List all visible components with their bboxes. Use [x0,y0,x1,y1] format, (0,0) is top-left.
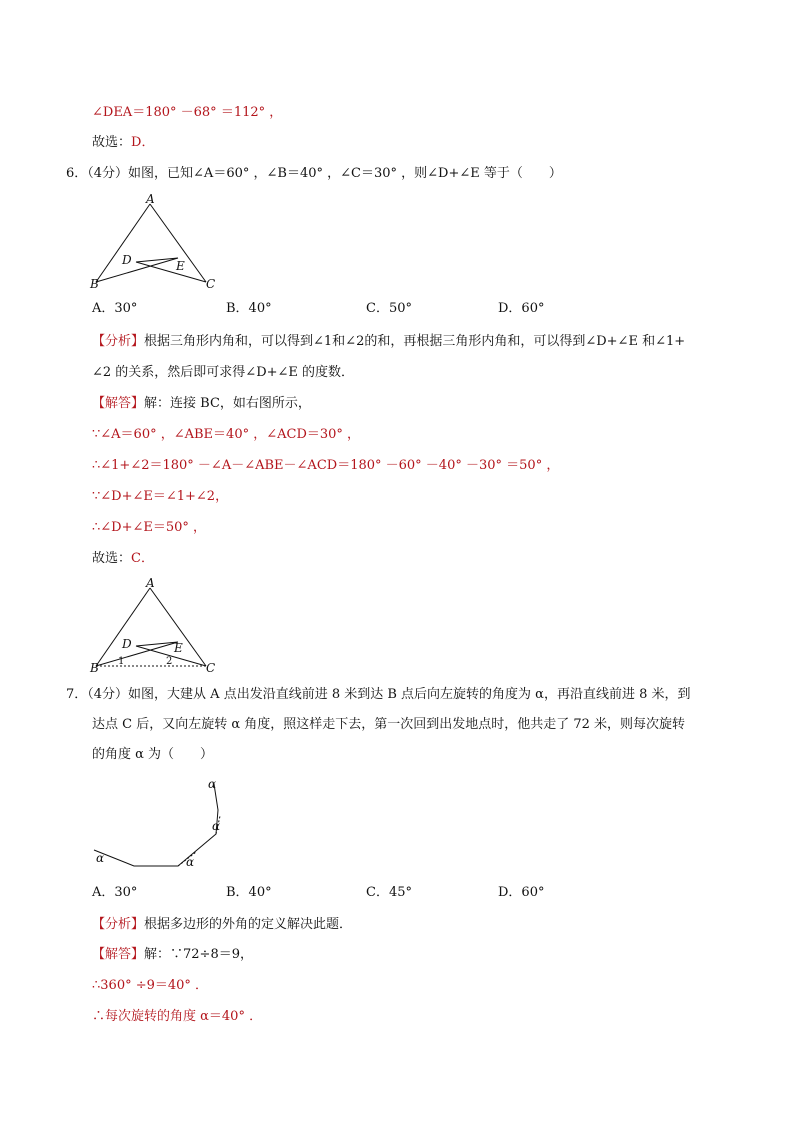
q6-step-1: ∵∠A＝60° ，∠ABE＝40° ，∠ACD＝30° ， [92,427,361,442]
q5-answer-letter: D． [131,135,155,150]
q6-step-2: ∴∠1+∠2＝180° －∠A－∠ABE－∠ACD＝180° －60° －40° －30° ＝50° ， [92,458,560,473]
q7-solution-line3: ∴每次旋转的角度 α＝40° ． [92,1009,263,1024]
q6-step-3: ∵∠D+∠E＝∠1+∠2， [92,489,229,504]
q7-analysis [92,916,352,934]
q6s-label-a: A [146,576,155,590]
q6-triangle-figure [88,192,228,292]
q6-label-d: D [122,253,132,267]
q6-label-b: B [90,277,99,291]
q5-answer [92,134,154,152]
q6-option-d: D．60° [498,301,545,316]
q6-label-e: E [176,259,185,273]
q6s-label-d: D [122,637,132,651]
q6-solution-tag: 【解答】 [92,396,145,411]
q7-alpha-2: α [186,855,195,869]
q7-analysis-text: 根据多边形的外角的定义解决此题． [144,917,353,932]
q5-equation: ∠DEA＝180° －68° ＝112° ， [92,105,283,120]
q6-solution-intro [92,395,311,413]
q7-alpha-1: α [96,851,105,865]
q6s-label-b: B [90,661,99,675]
q6-answer [92,550,154,568]
q6-analysis-text: 根据三角形内角和，可以得到∠1和∠2的和，再根据三角形内角和，可以得到∠D+∠E 和∠1+ [144,334,686,349]
q6-analysis-tag: 【分析】 [92,334,145,349]
q5-answer-prefix: 故选： [92,135,132,150]
q7-stem-line3: 的角度 α 为（ ） [92,747,214,762]
q7-solution-line2: ∴360° ÷9＝40° ． [92,978,209,993]
q6-analysis-line2: ∠2 的关系，然后即可求得∠D+∠E 的度数． [92,365,355,380]
q7-stem-line2: 达点 C 后，又向左旋转 α 角度，照这样走下去，第一次回到出发地点时，他共走了 72 米，则每次旋转 [92,717,686,732]
q6-stem: 6．（4分）如图，已知∠A＝60° ，∠B＝40° ，∠C＝30° ，则∠D+∠E 等于（ ） [66,166,562,181]
q7-option-c: C．45° [366,885,412,900]
q6s-label-c: C [206,661,216,675]
q6-answer-prefix: 故选： [92,551,132,566]
q6-answer-letter: C． [131,551,154,566]
q7-solution-text: 解：∵72÷8＝9， [144,947,253,962]
q7-alpha-3: α [212,819,221,833]
q7-option-d: D．60° [498,885,545,900]
q7-alpha-4: α [208,777,217,791]
q7-stem-line1: 7．（4分）如图，大建从 A 点出发沿直线前进 8 米到达 B 点后向左旋转的角度为 α，再沿直线前进 8 米，到 [66,687,691,702]
q6s-label-1: 1 [118,656,125,667]
q6s-label-2: 2 [166,656,173,667]
q6-option-b: B．40° [226,301,272,316]
q6-label-a: A [146,192,155,206]
q6-label-c: C [206,277,216,291]
q7-option-b: B．40° [226,885,272,900]
q7-path-figure [86,772,246,872]
q6-analysis-line1 [92,333,685,351]
q7-option-a: A．30° [92,885,138,900]
q6-option-a: A．30° [92,301,138,316]
q6-solution-figure [88,576,228,676]
q7-solution-tag: 【解答】 [92,947,145,962]
q6-step-4: ∴∠D+∠E＝50° ， [92,520,207,535]
q7-analysis-tag: 【分析】 [92,917,145,932]
q6-option-c: C．50° [366,301,412,316]
q7-solution-line1 [92,946,253,964]
q6s-label-e: E [174,641,183,655]
q6-solution-text: 解：连接 BC，如右图所示， [144,396,311,411]
